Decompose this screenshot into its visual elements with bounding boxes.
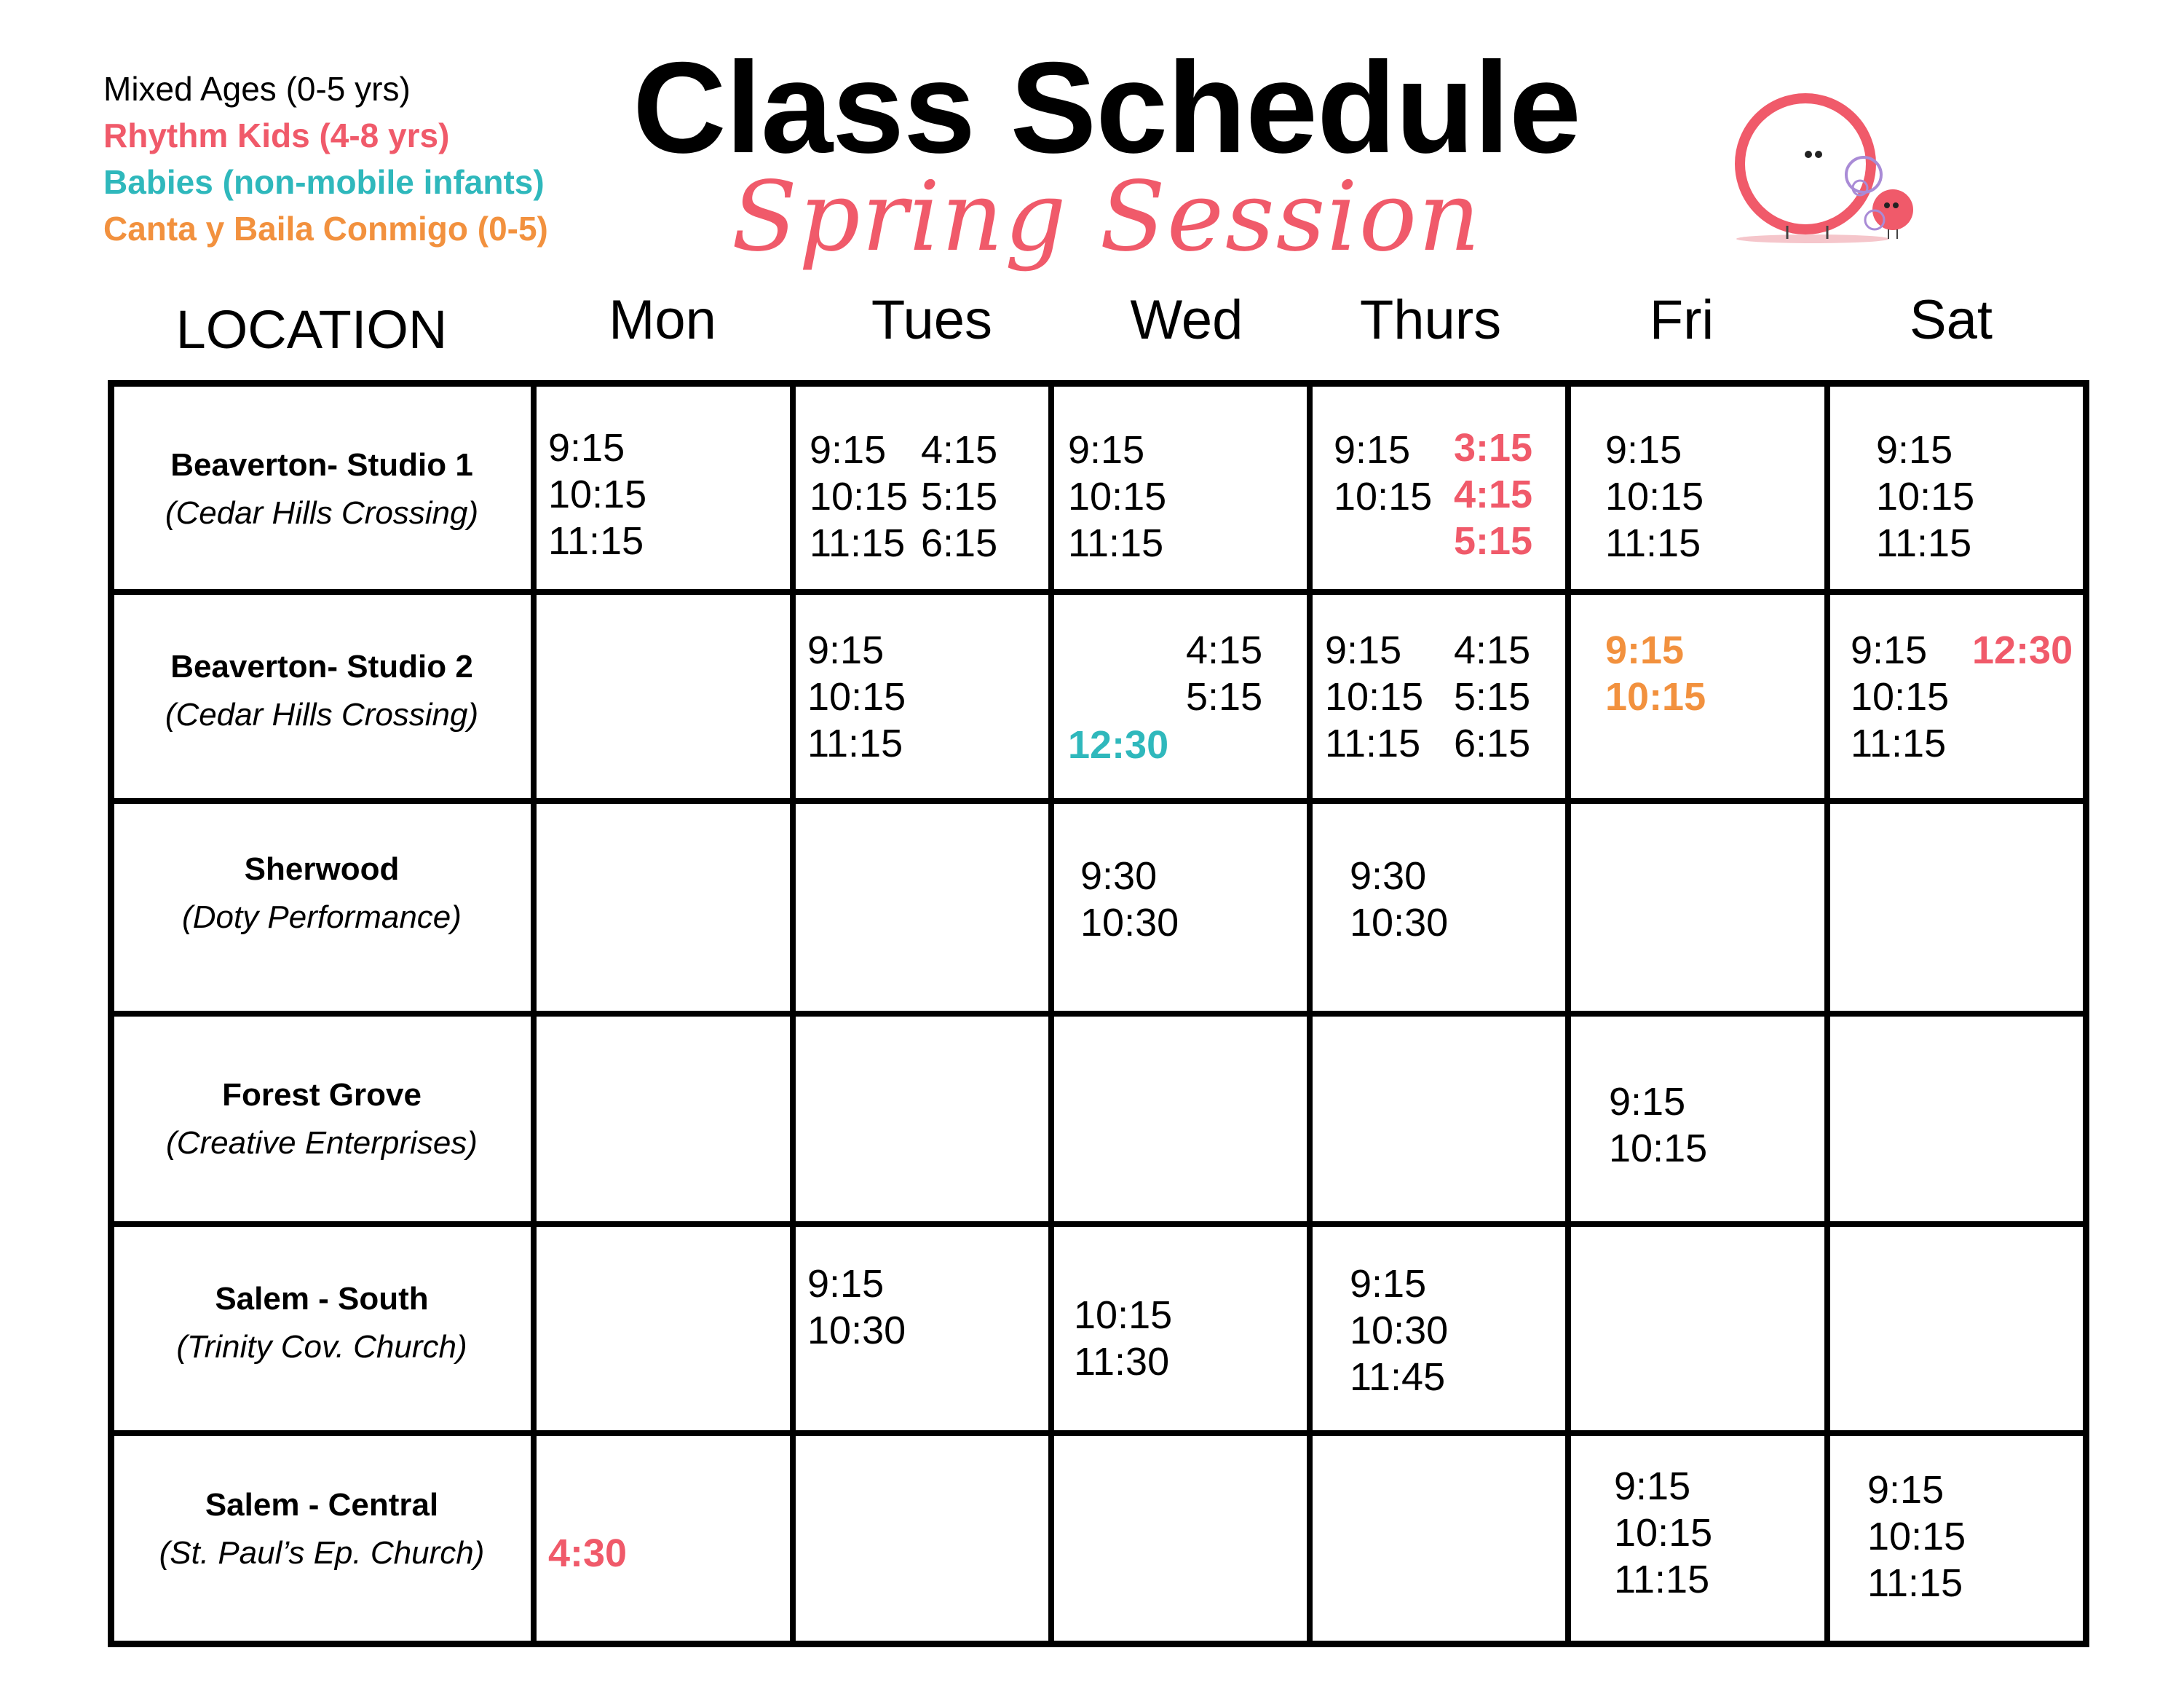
class-time: 10:15 [1605,675,1706,719]
location-cell [114,845,529,942]
class-time: 11:15 [810,521,906,565]
class-time: 11:15 [548,519,644,563]
class-time: 5:15 [1454,519,1533,563]
day-header-tue: Tues [871,289,993,351]
class-time: 10:15 [807,675,906,719]
location-cell [114,1481,529,1577]
class-time: 9:15 [1325,628,1402,672]
location-name: Sherwood [244,851,400,887]
class-time: 10:15 [1614,1511,1713,1555]
class-time: 10:15 [548,473,647,516]
class-time: 11:15 [1325,722,1421,765]
class-time: 9:15 [1609,1080,1686,1124]
class-time: 4:15 [1454,628,1531,672]
class-time: 9:30 [1350,854,1427,898]
row-divider [114,589,2083,595]
class-time: 5:15 [921,475,998,518]
time-list [807,1261,906,1354]
time-list [1068,427,1166,567]
time-list [1454,627,1530,767]
class-time: 4:15 [921,428,998,472]
location-name: Beaverton- Studio 1 [170,447,473,483]
class-time: 10:15 [1334,475,1433,518]
class-time: 9:15 [1068,428,1145,472]
row-divider [114,1430,2083,1436]
location-cell [114,1071,529,1167]
time-list [1334,427,1432,520]
location-name: Forest Grove [222,1077,422,1113]
location-venue: (Creative Enterprises) [166,1125,478,1161]
location-cell [114,643,529,739]
class-time: 11:45 [1350,1355,1446,1399]
time-list [1851,627,1949,767]
time-list [1325,627,1423,767]
class-time: 6:15 [1454,722,1531,765]
class-time: 11:15 [1867,1561,1963,1605]
class-time: 11:15 [1876,521,1972,565]
time-list [1614,1463,1712,1603]
page-title: Class Schedule [633,35,1580,180]
class-time: 10:15 [1851,675,1950,719]
class-time: 11:15 [1068,521,1164,565]
location-cell [114,1275,529,1371]
class-time: 10:15 [1068,475,1167,518]
day-header-wed: Wed [1130,289,1243,351]
location-venue: (Cedar Hills Crossing) [165,697,479,733]
class-time: 9:15 [1851,628,1928,672]
logo-icon [1718,87,1958,255]
class-time: 9:30 [1080,854,1158,898]
time-list [1605,627,1706,720]
class-time: 10:15 [1074,1293,1173,1337]
class-time: 10:15 [1605,475,1704,518]
time-list [1605,427,1704,567]
location-name: Salem - South [215,1281,429,1317]
row-divider [114,1221,2083,1227]
time-list [1454,425,1532,564]
class-time: 11:30 [1074,1340,1170,1384]
class-time: 9:15 [810,428,887,472]
class-time: 11:15 [1851,722,1947,765]
class-time: 9:15 [1876,428,1953,472]
class-time: 10:30 [1080,901,1179,944]
location-venue: (St. Paul’s Ep. Church) [159,1535,485,1571]
page-subtitle: Spring Session [731,161,1482,273]
class-time: 9:15 [807,1262,885,1306]
class-time: 9:15 [1605,628,1685,672]
class-time: 9:15 [548,426,625,470]
class-time: 11:15 [1605,521,1701,565]
location-name: Beaverton- Studio 2 [170,649,473,685]
class-time: 9:15 [1334,428,1411,472]
time-list [810,427,908,567]
class-time: 4:30 [548,1531,628,1575]
class-time: 9:15 [1867,1468,1944,1512]
row-divider [114,1011,2083,1017]
legend-canta-y-baila: Canta y Baila Conmigo (0-5) [103,210,548,248]
location-header: LOCATION [175,299,448,360]
time-list [1186,627,1262,720]
class-time: 10:15 [810,475,909,518]
class-time: 10:30 [1350,1309,1449,1352]
class-time: 10:30 [807,1309,906,1352]
class-time: 9:15 [1605,428,1682,472]
class-time: 6:15 [921,521,998,565]
class-time: 9:15 [1614,1464,1691,1508]
row-divider [114,798,2083,804]
class-time: 5:15 [1454,675,1531,719]
legend-rhythm-kids: Rhythm Kids (4-8 yrs) [103,117,450,154]
legend-mixed-ages: Mixed Ages (0-5 yrs) [103,70,411,108]
legend [103,66,548,252]
time-list [548,425,646,564]
time-list [921,427,997,567]
class-time: 10:30 [1350,901,1449,944]
class-time: 11:15 [1614,1558,1710,1601]
class-time: 10:15 [1867,1515,1966,1558]
time-list [1350,853,1448,946]
class-time: 3:15 [1454,426,1533,470]
class-time: 4:15 [1454,473,1533,516]
class-time: 12:30 [1972,628,2073,672]
location-name: Salem - Central [205,1487,439,1523]
time-list [1080,853,1179,946]
time-list [1867,1467,1966,1606]
class-time: 9:15 [807,628,885,672]
time-list [1350,1261,1448,1400]
location-venue: (Doty Performance) [182,899,462,935]
class-time: 10:15 [1876,475,1975,518]
time-list [1876,427,1974,567]
class-time: 10:15 [1609,1127,1708,1170]
class-time: 5:15 [1186,675,1263,719]
class-time: 9:15 [1350,1262,1427,1306]
time-list [1609,1078,1707,1172]
day-header-sat: Sat [1909,289,1993,351]
time-list [807,627,906,767]
class-time: 12:30 [1068,723,1169,767]
schedule-table [108,380,2089,1647]
class-time: 11:15 [807,722,903,765]
day-header-fri: Fri [1649,289,1714,351]
class-time: 10:15 [1325,675,1424,719]
time-list [1074,1292,1172,1385]
location-cell [114,441,529,537]
location-venue: (Trinity Cov. Church) [176,1329,467,1365]
class-time: 4:15 [1186,628,1263,672]
day-header-thu: Thurs [1359,289,1502,351]
day-header-mon: Mon [609,289,716,351]
location-venue: (Cedar Hills Crossing) [165,495,479,531]
legend-babies: Babies (non-mobile infants) [103,163,545,201]
